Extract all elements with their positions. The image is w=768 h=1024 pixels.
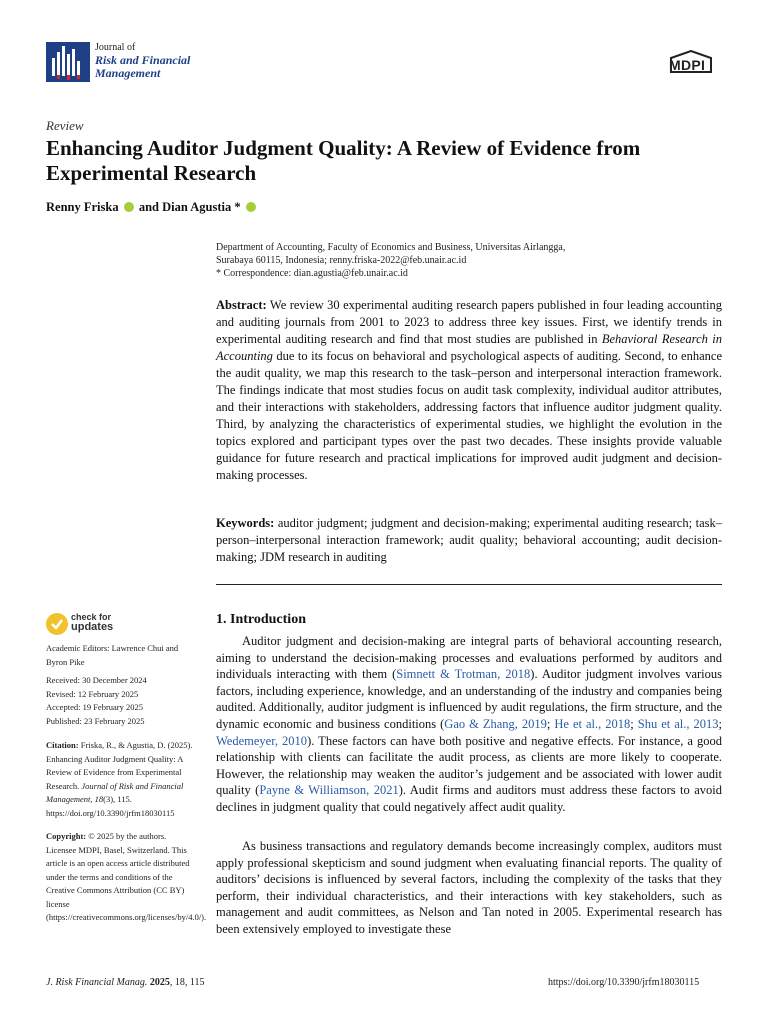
date-revised: Revised: 12 February 2025 — [46, 688, 139, 699]
journal-logo — [46, 42, 90, 82]
author-list — [46, 200, 258, 215]
check-line: updates — [71, 621, 114, 633]
orcid-icon[interactable] — [246, 202, 256, 212]
affiliation-line: Department of Accounting, Faculty of Economics and Business, Universitas Airlangga, — [216, 242, 566, 253]
citation-link[interactable]: Gao & Zhang, 2019 — [444, 716, 547, 731]
citation-link[interactable]: Payne & Williamson, 2021 — [259, 783, 399, 798]
citation-authors: Simnett & Trotman — [396, 667, 498, 682]
text: ). These factors can have both positive and negative effects. For instance, a good relationship with clients can facilitate the audit process, as clients are more likely to cooperate. However, the relationship may weaken the auditor’s judgement and be associated with lower audit quality ( — [216, 733, 723, 798]
journal-title-line2: Risk and Financial — [95, 53, 191, 67]
citation-link[interactable]: He et al., 2018 — [554, 716, 631, 731]
text: ; — [718, 716, 722, 731]
article-type: Review — [46, 118, 84, 133]
footer-volume: , 18, 115 — [169, 977, 205, 988]
text: ). Audit firms and auditors must address these factors to avoid declines in judgment quality that could negatively affect audit quality. — [216, 783, 722, 814]
abstract — [216, 297, 722, 484]
text: ; — [546, 716, 555, 731]
check-line: check for — [71, 612, 112, 622]
orcid-icon[interactable] — [124, 202, 134, 212]
abstract-text: We review 30 experimental auditing research papers published in four leading accounting and auditing journals from 2001 to 2023 to address three key issues. First, we identify trends in experimental auditing research and find that most studies are published in — [216, 298, 722, 346]
text: ). Auditor judgment involves various factors, including experience, knowledge, and an understanding of the industry and companies being audited. Additionally, auditor judgment is influenced by audit regulations, the firm structure, and the dynamic economic and business conditions ( — [216, 667, 723, 731]
divider — [216, 584, 722, 585]
date-received: Received: 30 December 2024 — [46, 675, 147, 685]
check-for-updates-icon[interactable] — [46, 613, 68, 635]
citation-text: Friska, R., & Agustia, D. (2025). Enhancing Auditor Judgment Quality: A Review of Evidence from Experimental Research. — [46, 740, 193, 791]
copyright — [46, 830, 207, 925]
academic-editors: Academic Editors: Lawrence Chui and Byron Pike — [46, 643, 179, 667]
journal-title-line3: Management — [95, 66, 161, 80]
date-accepted: Accepted: 19 February 2025 — [46, 702, 144, 712]
citation-label: Citation: — [46, 740, 79, 750]
copyright-label: Copyright: — [46, 831, 87, 841]
citation-link[interactable] — [396, 667, 530, 681]
article-title: Enhancing Auditor Judgment Quality: A Review of Evidence from Experimental Research — [46, 136, 641, 185]
citation — [46, 739, 196, 820]
keywords-label: Keywords: — [216, 516, 275, 530]
keywords-text: auditor judgment; judgment and decision-making; experimental auditing research; task–person–interpersonal interaction framework; audit quality; behavioral accounting; audit decision-making; JDM research in auditing — [216, 516, 723, 564]
footer-year: 2025 — [149, 977, 170, 988]
dates — [46, 674, 196, 728]
abstract-label: Abstract: — [216, 298, 267, 312]
affiliation-line: Surabaya 60115, Indonesia; renny.friska-2022@feb.unair.ac.id — [216, 255, 467, 266]
citation-separator: , — [497, 667, 506, 682]
paragraph — [216, 633, 722, 816]
author-2[interactable]: and Dian Agustia * — [138, 200, 241, 214]
footer-doi[interactable]: https://doi.org/10.3390/jrfm18030115 — [548, 977, 700, 988]
text: ; — [630, 716, 638, 731]
abstract-text: due to its focus on behavioral and psychological aspects of auditing. Second, to enhance the audit quality, we map this research to the task–person and interpersonal interaction framework. The findings indicate that most studies focus on audit task complexity, individual auditor attributes, and their interactions with stakeholders, addressing factors that influence auditor judgment quality. Third, by analyzing the characteristics of experimental studies, we highlight the evolution in the topics explored and participant types over the past two decades. These insights provide valuable guidance for future research and practical implications for improved audit judgment and decision-making processes. — [216, 349, 723, 482]
text: Auditor judgment and decision-making are integral parts of behavioral accounting research, aiming to understand the decision-making processes and evaluations performed by auditors and individuals interacting with them ( — [216, 634, 722, 682]
citation-doi[interactable]: (3), 115. https://doi.org/10.3390/jrfm18030115 — [46, 794, 175, 818]
citation-journal: Journal of Risk and Financial Management, 18 — [46, 780, 184, 804]
citation-link[interactable]: Shu et al., 2013 — [637, 716, 719, 731]
keywords — [216, 515, 722, 566]
footer-journal — [46, 977, 205, 988]
date-published: Published: 23 February 2025 — [46, 715, 145, 726]
check-for-updates-link[interactable] — [71, 612, 113, 632]
publisher-name: MDPI — [669, 57, 706, 73]
citation-link[interactable]: Wedemeyer, 2010 — [216, 733, 308, 748]
copyright-text: © 2025 by the authors. Licensee MDPI, Basel, Switzerland. This article is an open access article distributed under the terms and conditions of the Creative Commons Attribution (CC BY) license (https://creativecommons.org/licenses/by/4.0/). — [46, 831, 207, 922]
citation-year: 2018 — [505, 667, 531, 682]
paragraph: As business transactions and regulatory demands become increasingly complex, auditors must apply professional skepticism and sound judgment when evaluating financial reports. The quality of auditors’ decisions is influenced by several factors, including the complexity of the tasks that they perform, their individual characteristics, and their interactions with key stakeholders, such as management and audit committees, as Nelson and Tan noted in 2005. Experimental research has been extensively employed to investigate these — [216, 839, 722, 936]
journal-title-line1: Journal of — [95, 42, 136, 53]
correspondence-line: * Correspondence: dian.agustia@feb.unair.ac.id — [216, 268, 408, 279]
section-heading: 1. Introduction — [216, 612, 306, 627]
footer-journal-name: J. Risk Financial Manag. — [46, 977, 148, 988]
author-1[interactable]: Renny Friska — [46, 200, 119, 214]
journal-title — [95, 41, 190, 80]
abstract-journal-name: Behavioral Research in Accounting — [216, 332, 722, 363]
affiliations — [216, 241, 716, 280]
